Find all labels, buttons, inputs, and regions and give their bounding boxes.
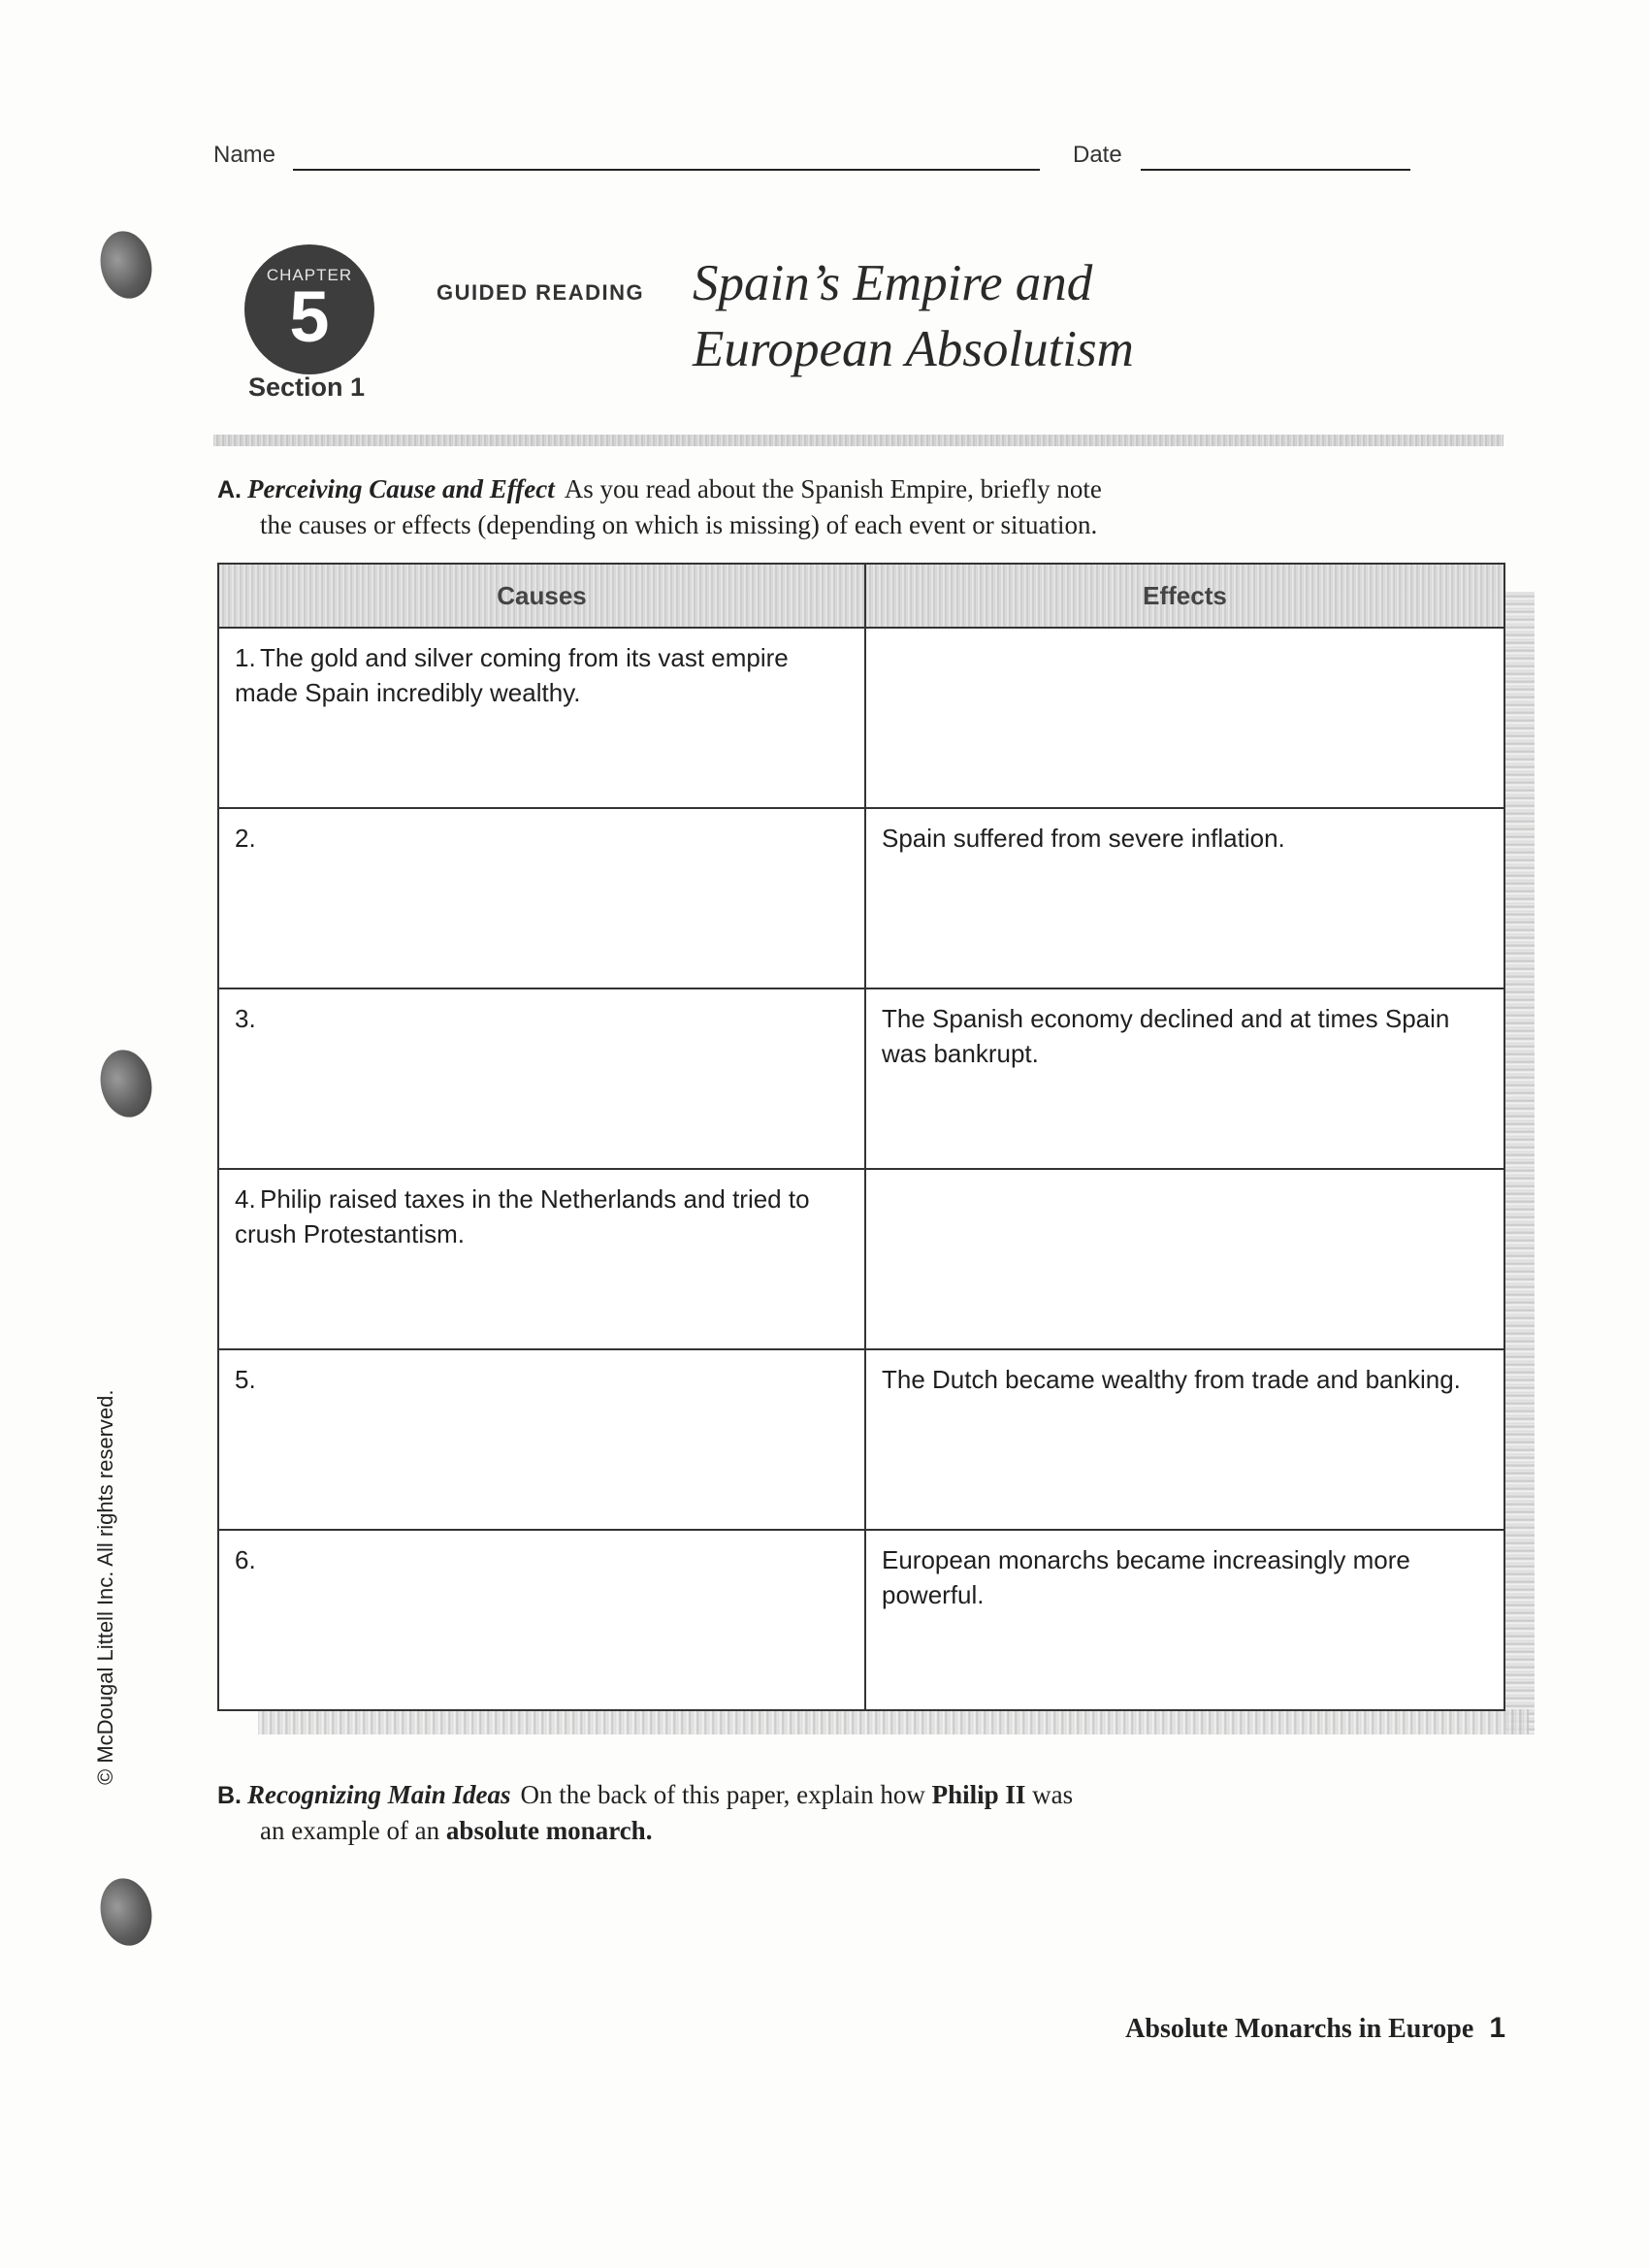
hole-punch <box>94 1873 157 1950</box>
table-row <box>218 1169 1504 1349</box>
date-label: Date <box>1073 142 1122 168</box>
table-row <box>218 628 1504 808</box>
causes-header: Causes <box>218 564 865 628</box>
part-a-line-2: the causes or effects (depending on which is missing) of each event or situation. <box>260 510 1098 539</box>
effects-header: Effects <box>865 564 1504 628</box>
part-b-text-3: an example of an <box>260 1816 440 1845</box>
part-a-instructions <box>217 471 1102 542</box>
part-a-line-1: As you read about the Spanish Empire, briefly note <box>564 474 1102 503</box>
effect-cell[interactable] <box>865 628 1504 808</box>
effect-cell[interactable] <box>865 1169 1504 1349</box>
chapter-badge <box>244 244 374 374</box>
cause-cell[interactable] <box>218 628 865 808</box>
effect-cell[interactable] <box>865 1349 1504 1530</box>
part-b-letter: B. <box>217 1782 242 1809</box>
table-shadow-bottom <box>258 1709 1529 1734</box>
part-b-bold-2: absolute monarch. <box>445 1816 653 1845</box>
hole-punch <box>94 1045 157 1121</box>
row-number: 3. <box>235 1004 256 1033</box>
title-line-1: Spain’s Empire and <box>693 255 1093 311</box>
title-line-2: European Absolutism <box>693 321 1134 377</box>
page-number: 1 <box>1489 2012 1505 2044</box>
part-b-heading: Recognizing Main Ideas <box>247 1780 511 1809</box>
effect-text: Spain suffered from severe inflation. <box>882 824 1285 853</box>
name-line[interactable] <box>293 169 1040 171</box>
section-label: Section 1 <box>248 373 366 402</box>
effect-text: The Dutch became wealthy from trade and banking. <box>882 1365 1461 1394</box>
chapter-label: CHAPTER <box>266 266 353 284</box>
table-row <box>218 1349 1504 1530</box>
part-a-letter: A. <box>217 476 242 503</box>
table-row <box>218 808 1504 988</box>
part-b-text-1: On the back of this paper, explain how <box>520 1780 925 1809</box>
cause-effect-table <box>217 563 1505 1711</box>
effect-text: European monarchs became increasingly more powerful. <box>882 1545 1410 1609</box>
chapter-number: 5 <box>289 276 330 357</box>
part-a-heading: Perceiving Cause and Effect <box>247 474 555 503</box>
divider-rule <box>213 435 1504 446</box>
cause-text: The gold and silver coming from its vast empire made Spain incredibly wealthy. <box>235 643 789 707</box>
cause-text: Philip raised taxes in the Netherlands and tried to crush Protestantism. <box>235 1184 810 1248</box>
name-date-row <box>213 142 1416 180</box>
row-number: 6. <box>235 1545 256 1574</box>
guided-reading-label: GUIDED READING <box>436 280 645 305</box>
effect-cell[interactable] <box>865 1530 1504 1710</box>
date-line[interactable] <box>1141 169 1410 171</box>
copyright-notice: © McDougal Littell Inc. All rights reserved. <box>93 1389 117 1785</box>
effect-cell[interactable] <box>865 808 1504 988</box>
cause-cell[interactable] <box>218 1349 865 1530</box>
cause-cell[interactable] <box>218 988 865 1169</box>
row-number: 5. <box>235 1365 256 1394</box>
part-b-text-2: was <box>1032 1780 1074 1809</box>
part-b-line-2 <box>217 1813 1073 1848</box>
cause-cell[interactable] <box>218 808 865 988</box>
effect-text: The Spanish economy declined and at times Spain was bankrupt. <box>882 1004 1450 1068</box>
part-b-bold-1: Philip II <box>931 1780 1026 1809</box>
page-footer <box>1125 2012 1505 2045</box>
part-b-instructions <box>217 1777 1073 1848</box>
table-shadow-right <box>1505 592 1535 1734</box>
row-number: 4. <box>235 1184 256 1214</box>
cause-cell[interactable] <box>218 1530 865 1710</box>
table-header-row <box>218 564 1504 628</box>
name-label: Name <box>213 142 276 168</box>
cause-cell[interactable] <box>218 1169 865 1349</box>
row-number: 1. <box>235 643 256 672</box>
table-row <box>218 1530 1504 1710</box>
row-number: 2. <box>235 824 256 853</box>
page-title <box>693 250 1134 382</box>
table-row <box>218 988 1504 1169</box>
hole-punch <box>94 226 157 303</box>
effect-cell[interactable] <box>865 988 1504 1169</box>
footer-book-title: Absolute Monarchs in Europe <box>1125 2014 1474 2044</box>
